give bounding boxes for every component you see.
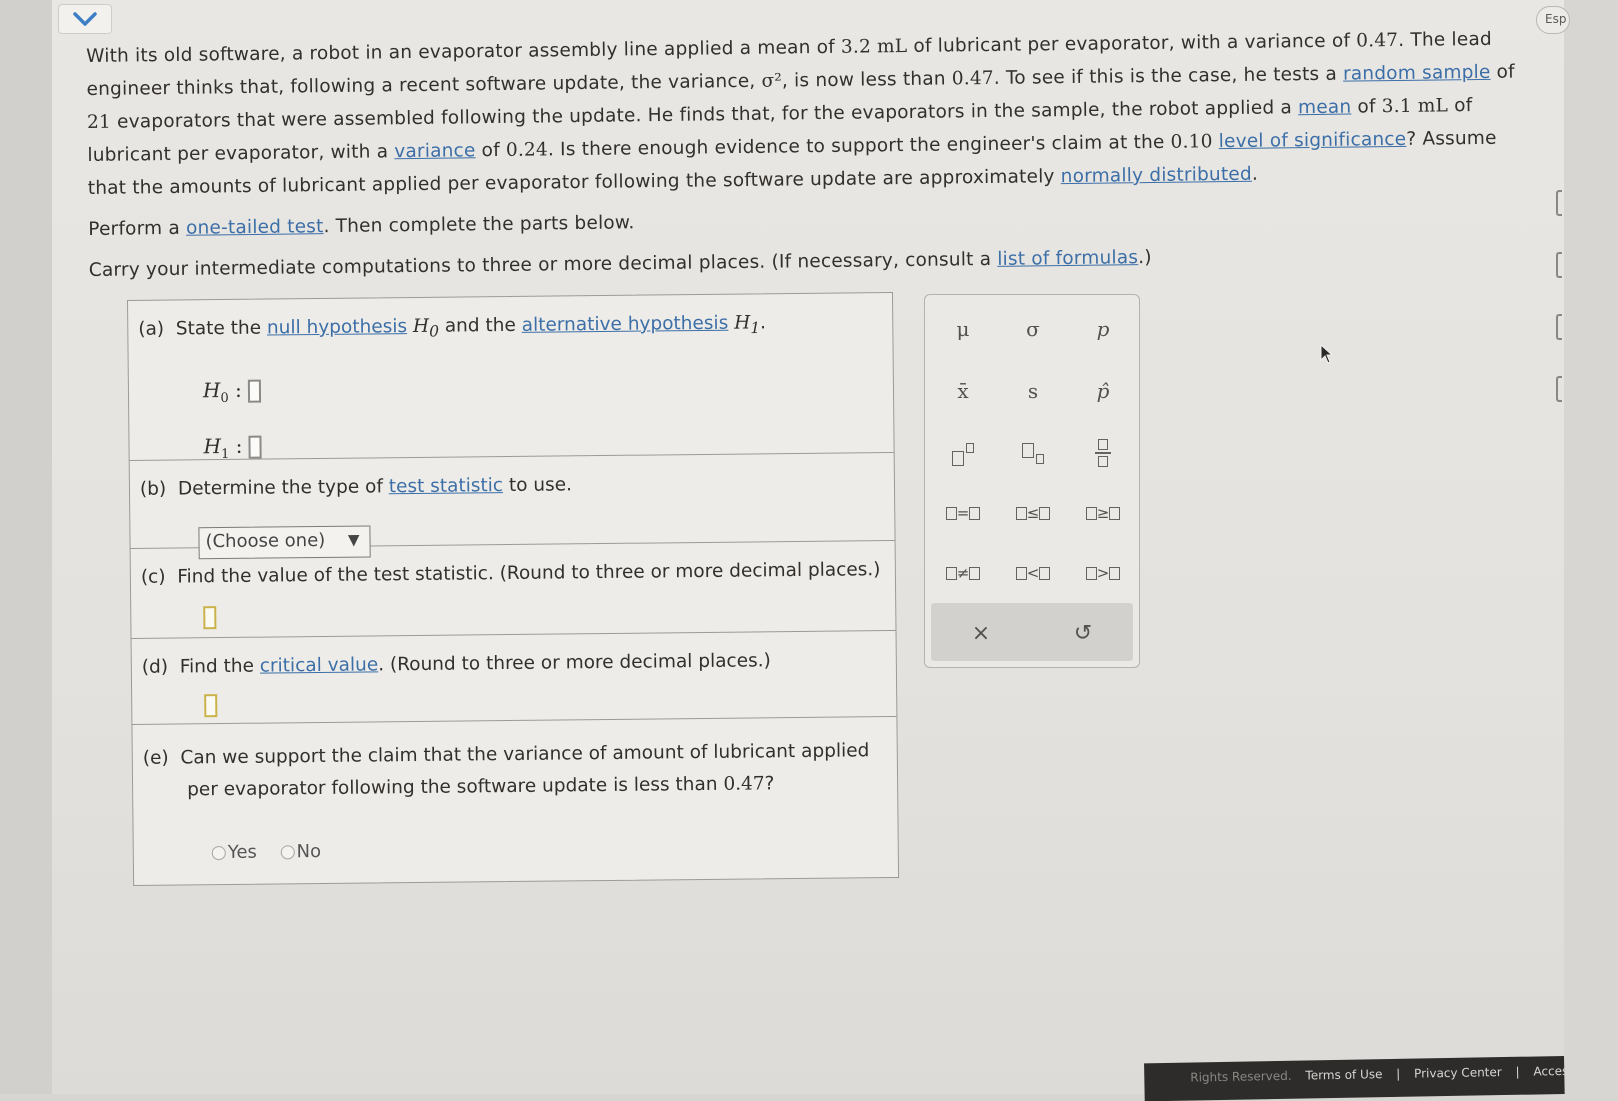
yes-no-radio-group <box>212 841 339 863</box>
footer-separator: | <box>1515 1064 1520 1079</box>
sigma-key[interactable]: σ <box>1026 317 1040 341</box>
box-icon <box>1039 567 1050 580</box>
clear-button[interactable] <box>951 611 1011 655</box>
h1-row: $H_1$ : <box>203 434 261 463</box>
fraction-bar-icon <box>1095 452 1111 454</box>
equals-key[interactable]: = <box>933 491 993 535</box>
h0-input[interactable] <box>248 380 261 403</box>
box-icon <box>1098 439 1108 450</box>
h0-row: $H_0$ : <box>203 378 261 407</box>
link-list-of-formulas[interactable]: list of formulas <box>997 247 1139 270</box>
language-label: Esp <box>1545 12 1567 26</box>
value-variance-claim: 0.47 <box>951 67 994 90</box>
fraction-key[interactable] <box>1073 431 1133 475</box>
superscript-key[interactable] <box>933 431 993 475</box>
link-variance[interactable]: variance <box>394 140 476 163</box>
greater-equal-key[interactable]: ≥ <box>1073 491 1133 535</box>
link-null-hypothesis[interactable]: null hypothesis <box>266 316 408 339</box>
part-d-prompt: (d) Find the critical value. (Round to three or more decimal places.) <box>141 650 771 678</box>
right-rail <box>1556 190 1564 450</box>
part-c-prompt: (c) Find the value of the test statistic. (Round to three or more decimal places.) <box>140 559 881 588</box>
mu-key[interactable]: μ <box>956 317 970 341</box>
box-icon <box>1039 507 1050 520</box>
box-icon <box>1109 507 1120 520</box>
close-icon: × <box>971 620 991 646</box>
test-statistic-input[interactable] <box>203 606 216 629</box>
problem-statement <box>86 23 1519 291</box>
box-icon <box>946 507 957 520</box>
part-label: (a) <box>138 318 165 340</box>
box-icon <box>969 507 980 520</box>
link-critical-value[interactable]: critical value <box>259 654 379 677</box>
part-a-prompt: (a) State the null hypothesis $H_0$ and the alternative hypothesis $H_1$. <box>138 312 767 341</box>
value-alpha: 0.10 <box>1170 131 1213 153</box>
link-test-statistic[interactable]: test statistic <box>388 475 504 498</box>
value-mean-old: 3.2 mL <box>840 35 908 58</box>
part-label: (c) <box>140 566 166 588</box>
undo-button[interactable] <box>1053 611 1113 655</box>
radio-circle[interactable] <box>212 846 226 860</box>
footer-bar <box>1144 1056 1608 1101</box>
less-equal-key[interactable]: ≤ <box>1003 491 1063 535</box>
part-e-prompt: (e) Can we support the claim that the variance of amount of lubricant applied per evaporator following the software update is less than 0.47? <box>142 740 870 801</box>
box-icon <box>966 443 974 453</box>
part-label: (e) <box>142 747 169 769</box>
footer-terms-link[interactable]: Terms of Use <box>1305 1067 1383 1083</box>
part-label: (b) <box>139 478 167 500</box>
radio-circle[interactable] <box>281 845 295 859</box>
critical-value-input[interactable] <box>204 694 217 717</box>
link-normally-distributed[interactable]: normally distributed <box>1060 163 1253 188</box>
box-icon <box>952 451 964 466</box>
part-b-prompt: (b) Determine the type of test statistic to use. <box>139 474 573 500</box>
box-icon <box>1086 507 1097 520</box>
box-icon <box>1086 567 1097 580</box>
footer-accessibility-link[interactable]: Accessibility <box>1533 1063 1608 1079</box>
value-variance-new: 0.24 <box>505 139 549 161</box>
box-icon <box>1016 507 1027 520</box>
not-equal-key[interactable]: ≠ <box>933 551 993 595</box>
part-e <box>132 717 898 887</box>
footer-rights: Rights Reserved. <box>1190 1068 1292 1085</box>
radio-no[interactable]: No <box>280 841 321 862</box>
symbol-palette <box>924 294 1140 668</box>
box-icon <box>1109 567 1120 580</box>
rail-tab[interactable] <box>1556 190 1562 216</box>
box-icon <box>1098 456 1108 467</box>
question-box <box>127 292 899 886</box>
collapse-button[interactable] <box>58 4 112 34</box>
language-toggle[interactable] <box>1536 6 1570 34</box>
box-icon <box>1016 567 1027 580</box>
dropdown-arrow-icon: ▼ <box>347 530 360 549</box>
footer-privacy-link[interactable]: Privacy Center <box>1413 1065 1502 1081</box>
part-a <box>128 293 894 461</box>
part-b <box>130 453 895 553</box>
link-alternative-hypothesis[interactable]: alternative hypothesis <box>521 312 729 336</box>
part-d <box>132 631 897 725</box>
p-key[interactable]: p <box>1096 317 1110 341</box>
less-than-key[interactable]: < <box>1003 551 1063 595</box>
part-label: (d) <box>141 656 169 678</box>
greater-than-key[interactable]: > <box>1073 551 1133 595</box>
footer-separator: | <box>1396 1066 1401 1081</box>
value-variance-old: 0.47 <box>1356 29 1399 52</box>
rail-tab[interactable] <box>1556 252 1562 278</box>
phat-key[interactable]: p̂ <box>1096 379 1110 403</box>
radio-yes[interactable]: Yes <box>212 842 257 863</box>
palette-action-bar <box>931 603 1133 661</box>
subscript-key[interactable] <box>1003 431 1063 475</box>
value-sample-size: 21 <box>86 111 112 133</box>
sigma-squared: σ² <box>761 70 783 92</box>
link-level-of-significance[interactable]: level of significance <box>1218 128 1407 153</box>
left-gutter <box>0 0 52 1094</box>
problem-paragraph: With its old software, a robot in an evaporator assembly line applied a mean of 3.2 mL of lubricant per evaporator, with a variance of 0.47. The lead engineer thinks that, following a recent software update, the variance, σ², is now less than 0.47. To see if this is the case, he tests a random sample of 21 evaporators that were assembled following the update. He finds that, for the evaporators in the sample, the robot applied a mean of 3.1 mL of lubricant per evaporator, with a variance of 0.24. Is there enough evidence to support the engineer's claim at the 0.10 level of significance? Assume that the amounts of lubricant applied per evaporator following the software update are approximately normally distributed. <box>86 28 1515 199</box>
box-icon <box>1036 454 1044 464</box>
rail-tab[interactable] <box>1556 314 1562 340</box>
chevron-down-icon <box>71 10 99 28</box>
value-mean-new: 3.1 mL <box>1381 95 1449 118</box>
h1-input[interactable] <box>248 436 261 459</box>
rail-tab[interactable] <box>1556 376 1562 402</box>
undo-icon: ↺ <box>1073 620 1093 646</box>
rounding-paragraph: Carry your intermediate computations to three or more decimal places. (If necessary, consult a list of formulas.) <box>88 246 1152 281</box>
link-one-tailed-test[interactable]: one-tailed test <box>185 216 324 239</box>
box-icon <box>946 567 957 580</box>
part-c <box>131 541 896 639</box>
link-mean[interactable]: mean <box>1297 96 1352 119</box>
instruction-paragraph: Perform a one-tailed test. Then complete the parts below. <box>88 212 635 240</box>
select-value: (Choose one) <box>205 529 326 553</box>
xbar-key[interactable]: x̄ <box>957 379 969 403</box>
box-icon <box>969 567 980 580</box>
box-icon <box>1022 443 1034 458</box>
mouse-cursor-icon <box>1320 344 1334 364</box>
link-random-sample[interactable]: random sample <box>1342 61 1491 85</box>
s-key[interactable]: s <box>1027 379 1039 403</box>
